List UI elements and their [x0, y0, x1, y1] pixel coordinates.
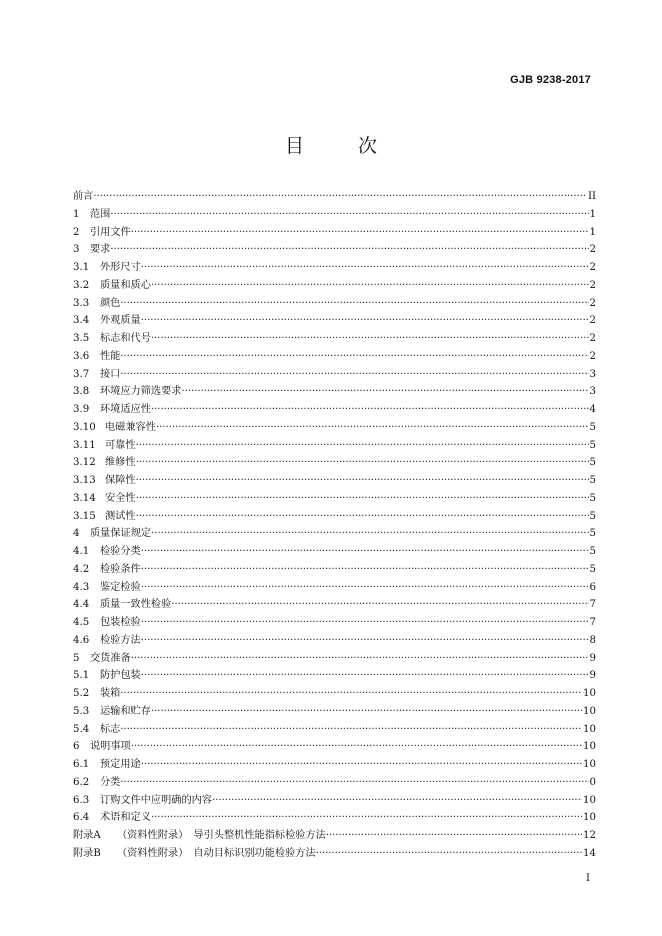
dot-leader — [171, 596, 588, 614]
toc-entry-page: 0 — [589, 776, 596, 788]
toc-entry[interactable] — [73, 809, 596, 827]
toc-entry-title: 预定用途 — [100, 759, 141, 770]
toc-entry-page: 12 — [583, 830, 596, 841]
toc-entry-page: 10 — [583, 688, 596, 699]
toc-entry-page: 1 — [589, 226, 596, 238]
toc-entry-page: 3 — [589, 386, 596, 398]
toc-entry[interactable] — [73, 348, 596, 366]
toc-entry-title: 包装检验 — [100, 617, 141, 628]
toc-entry-title: 接口 — [100, 368, 121, 380]
toc-entry-number: 2 — [73, 226, 80, 238]
toc-entry-page: 2 — [589, 297, 596, 309]
toc-entry-number: 3.12 — [73, 457, 96, 469]
toc-entry[interactable] — [73, 827, 596, 845]
toc-entry[interactable] — [73, 543, 596, 561]
dot-leader — [120, 721, 582, 739]
dot-leader — [136, 454, 589, 472]
toc-entry[interactable] — [73, 561, 596, 579]
dot-leader — [151, 703, 582, 721]
toc-entry-title: 防护包装 — [100, 670, 141, 682]
toc-entry-number: 3.3 — [73, 297, 90, 309]
dot-leader — [151, 809, 582, 827]
toc-entry-number: 3.1 — [73, 262, 90, 273]
dot-leader — [151, 401, 589, 419]
toc-entry-page: 2 — [589, 315, 596, 327]
toc-entry-number: 3.8 — [73, 386, 90, 398]
toc-entry[interactable] — [73, 738, 596, 756]
toc-entry-page: 8 — [589, 634, 596, 646]
dot-leader — [141, 561, 589, 579]
dot-leader — [110, 241, 588, 259]
dot-leader — [141, 667, 589, 685]
dot-leader — [141, 614, 589, 632]
toc-entry-title: 交货准备 — [90, 652, 131, 664]
toc-entry[interactable] — [73, 667, 596, 685]
toc-entry-number: 6.4 — [73, 812, 90, 824]
toc-entry-title: 检验方法 — [100, 634, 141, 646]
toc-entry-page: 10 — [583, 723, 596, 735]
toc-entry-number: 3.14 — [73, 492, 96, 504]
toc-entry-page: 2 — [589, 350, 596, 362]
dot-leader — [316, 845, 582, 863]
toc-entry-page: 10 — [583, 812, 596, 824]
toc-entry-title: 引用文件 — [90, 226, 131, 238]
dot-leader — [141, 259, 589, 277]
toc-entry-page: 6 — [589, 581, 596, 593]
dot-leader — [120, 348, 588, 366]
toc-entry[interactable] — [73, 721, 596, 739]
dot-leader — [141, 756, 582, 774]
toc-entry-page: 10 — [583, 759, 596, 770]
toc-entry-title: （资料性附录） 自动目标识别功能检验方法 — [117, 847, 316, 859]
dot-leader — [131, 224, 589, 242]
toc-entry-page: 10 — [583, 705, 596, 717]
toc-entry-page: 5 — [589, 510, 596, 522]
toc-entry-title: 鉴定检验 — [100, 581, 141, 593]
toc-entry-title: 运输和贮存 — [100, 705, 151, 717]
toc-entry-title: 检验条件 — [100, 563, 141, 575]
toc-entry[interactable] — [73, 330, 596, 348]
toc-entry-number: 附录B — [73, 847, 101, 859]
toc-entry-page: 7 — [589, 617, 596, 628]
toc-entry-page: 4 — [589, 404, 596, 415]
toc-entry-title: 环境适应性 — [100, 404, 151, 415]
toc-entry-title: 术语和定义 — [100, 812, 151, 824]
dot-leader — [156, 419, 589, 437]
toc-entry[interactable] — [73, 188, 596, 206]
toc-entry-page: 1 — [589, 208, 596, 220]
toc-entry-page: 3 — [589, 368, 596, 380]
toc-entry[interactable] — [73, 472, 596, 490]
toc-entry-page: 9 — [589, 670, 596, 682]
toc-entry-page: 2 — [589, 262, 596, 273]
toc-entry-title: 维修性 — [105, 457, 136, 469]
toc-entry-page: 5 — [589, 563, 596, 575]
table-of-contents — [73, 188, 596, 863]
toc-entry-title: 质量一致性检验 — [100, 599, 172, 611]
toc-entry-page: 5 — [589, 492, 596, 504]
toc-entry-title: 订购文件中应明确的内容 — [100, 794, 213, 806]
toc-entry-number: 3.15 — [73, 510, 96, 522]
toc-entry-page: 14 — [583, 847, 596, 859]
dot-leader — [131, 650, 589, 668]
dot-leader — [151, 525, 588, 543]
dot-leader — [120, 366, 588, 384]
toc-entry-title: 环境应力筛选要求 — [100, 386, 182, 398]
toc-entry-title: 可靠性 — [105, 439, 136, 451]
toc-entry-page: 5 — [589, 475, 596, 486]
toc-entry-number: 3.9 — [73, 404, 90, 415]
toc-entry-title: 性能 — [100, 350, 121, 362]
toc-entry-number: 3.4 — [73, 315, 90, 327]
toc-entry[interactable] — [73, 774, 596, 792]
toc-entry[interactable] — [73, 632, 596, 650]
toc-entry[interactable] — [73, 845, 596, 863]
toc-entry-title: 质量保证规定 — [90, 528, 152, 540]
toc-entry-title: 安全性 — [105, 492, 136, 504]
toc-entry-title: 分类 — [100, 776, 121, 788]
toc-entry[interactable] — [73, 614, 596, 632]
toc-entry[interactable] — [73, 206, 596, 224]
toc-entry-page: 5 — [589, 528, 596, 540]
dot-leader — [136, 472, 589, 490]
toc-entry[interactable] — [73, 792, 596, 810]
toc-entry-number: 4.3 — [73, 581, 90, 593]
toc-entry-number: 6.1 — [73, 759, 90, 770]
toc-entry-number: 4.1 — [73, 546, 90, 557]
standard-code: GJB 9238-2017 — [510, 74, 591, 86]
dot-leader — [141, 579, 589, 597]
toc-entry-page: 2 — [589, 333, 596, 344]
toc-entry[interactable] — [73, 295, 596, 313]
dot-leader — [93, 188, 587, 206]
toc-entry-title: 范围 — [90, 208, 111, 220]
toc-entry-title: 检验分类 — [100, 546, 141, 557]
dot-leader — [151, 277, 589, 295]
toc-entry[interactable] — [73, 525, 596, 543]
dot-leader — [136, 490, 589, 508]
dot-leader — [151, 330, 589, 348]
toc-entry[interactable] — [73, 508, 596, 526]
toc-entry[interactable] — [73, 383, 596, 401]
toc-entry-number: 4.6 — [73, 634, 90, 646]
toc-entry[interactable] — [73, 685, 596, 703]
dot-leader — [141, 312, 589, 330]
toc-entry-page: 5 — [589, 457, 596, 469]
toc-entry-number: 3.11 — [73, 439, 96, 451]
toc-entry-number: 3.7 — [73, 368, 90, 380]
toc-entry[interactable] — [73, 596, 596, 614]
toc-entry[interactable] — [73, 454, 596, 472]
toc-entry-number: 3.10 — [73, 421, 96, 433]
toc-entry-number: 1 — [73, 208, 80, 220]
toc-entry-number: 5.3 — [73, 705, 90, 717]
dot-leader — [120, 295, 588, 313]
toc-entry[interactable] — [73, 259, 596, 277]
page-title: 目 次 — [284, 135, 402, 157]
toc-entry-number: 5 — [73, 652, 80, 664]
toc-entry-number: 4 — [73, 528, 80, 540]
toc-entry-number: 附录A — [73, 830, 101, 841]
toc-entry-title: 颜色 — [100, 297, 121, 309]
toc-entry-page: 9 — [589, 652, 596, 664]
toc-entry[interactable] — [73, 366, 596, 384]
toc-entry-number: 6.3 — [73, 794, 90, 806]
toc-entry-number: 4.4 — [73, 599, 90, 611]
toc-entry[interactable] — [73, 401, 596, 419]
toc-entry-title: 外观质量 — [100, 315, 141, 327]
toc-entry[interactable] — [73, 650, 596, 668]
toc-entry-title: 电磁兼容性 — [105, 421, 156, 433]
toc-entry-page: 5 — [589, 421, 596, 433]
toc-entry-title: 标志 — [100, 723, 121, 735]
toc-entry[interactable] — [73, 579, 596, 597]
toc-entry-title: 要求 — [90, 244, 111, 256]
toc-entry[interactable] — [73, 312, 596, 330]
toc-entry-number: 4.5 — [73, 617, 90, 628]
dot-leader — [120, 685, 582, 703]
toc-entry[interactable] — [73, 224, 596, 242]
toc-entry-number: 6 — [73, 741, 80, 753]
toc-entry-title: 说明事项 — [90, 741, 131, 753]
toc-entry[interactable] — [73, 277, 596, 295]
dot-leader — [136, 508, 589, 526]
dot-leader — [141, 543, 589, 561]
page-number: I — [586, 873, 590, 884]
toc-entry-number: 4.2 — [73, 563, 90, 575]
toc-entry-title: 前言 — [73, 191, 94, 202]
dot-leader — [182, 383, 589, 401]
toc-entry-title: 标志和代号 — [100, 333, 151, 344]
toc-entry-title: 测试性 — [105, 510, 136, 522]
dot-leader — [110, 206, 588, 224]
dot-leader — [141, 632, 589, 650]
toc-entry-number: 5.1 — [73, 670, 90, 682]
dot-leader — [136, 437, 589, 455]
toc-entry-title: （资料性附录） 导引头整机性能指标检验方法 — [117, 830, 326, 841]
toc-entry-page: 10 — [583, 741, 596, 753]
toc-entry-number: 3.13 — [73, 475, 96, 486]
toc-entry-page: II — [587, 191, 596, 202]
toc-entry-number: 5.4 — [73, 723, 90, 735]
toc-entry-title: 装箱 — [100, 688, 121, 699]
toc-entry[interactable] — [73, 419, 596, 437]
toc-entry-title: 保障性 — [105, 475, 136, 486]
toc-entry-number: 6.2 — [73, 776, 90, 788]
dot-leader — [326, 827, 582, 845]
toc-entry-page: 5 — [589, 546, 596, 557]
toc-entry-page: 2 — [589, 244, 596, 256]
toc-entry-number: 5.2 — [73, 688, 90, 699]
toc-entry-page: 7 — [589, 599, 596, 611]
toc-entry-number: 3.5 — [73, 333, 90, 344]
toc-entry[interactable] — [73, 756, 596, 774]
dot-leader — [131, 738, 582, 756]
toc-entry-page: 2 — [589, 279, 596, 291]
toc-entry[interactable] — [73, 703, 596, 721]
toc-entry-page: 5 — [589, 439, 596, 451]
toc-entry-number: 3 — [73, 244, 80, 256]
toc-entry[interactable] — [73, 241, 596, 259]
toc-entry-number: 3.6 — [73, 350, 90, 362]
dot-leader — [120, 774, 588, 792]
toc-entry[interactable] — [73, 490, 596, 508]
toc-entry[interactable] — [73, 437, 596, 455]
toc-entry-title: 外形尺寸 — [100, 262, 141, 273]
dot-leader — [212, 792, 582, 810]
toc-entry-page: 10 — [583, 794, 596, 806]
toc-entry-title: 质量和质心 — [100, 279, 151, 291]
toc-entry-number: 3.2 — [73, 279, 90, 291]
